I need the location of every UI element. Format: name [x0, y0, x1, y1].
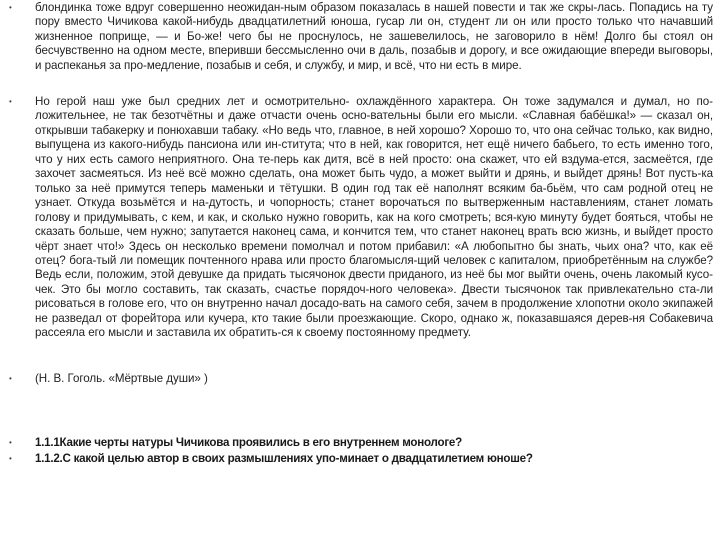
paragraph-text: блондинка тоже вдруг совершенно неожидан-ным образом показалась в нашей повести и так же скры-лась. Попадись на ту пору вместо Чичикова какой-нибудь двадцатилетний юноша, гусар ли он, студент ли он или просто только что начавший жизненное поприще, — и Бо-же! чего бы не проснулось, не зашевелилось, не заговорило в нём! Долго бы стоял он бесчувственно на одном месте, вперивши бессмысленно очи в даль, позабыв и дорогу, и все ожидающие впереди выговоры, и распеканья за про-медление, позабыв и себя, и службу, и мир, и всё, что ни есть в мире.: [35, 1, 713, 72]
bullet: •: [9, 438, 12, 447]
list-item: [9, 452, 713, 466]
question-text: 1.1.2.С какой целью автор в своих размышлениях упо-минает о двадцатилетием юноше?: [35, 452, 533, 465]
question-text: 1.1.1Какие черты натуры Чичикова проявились в его внутреннем монологе?: [35, 436, 462, 449]
bullet: •: [9, 454, 12, 463]
bullet: •: [9, 3, 12, 12]
list-item: [9, 1, 713, 73]
list-item: [9, 95, 713, 341]
list-item: [9, 372, 713, 386]
source-citation: (Н. В. Гоголь. «Мёртвые души» ): [35, 372, 208, 385]
list-item: [9, 436, 713, 450]
bullet: •: [9, 374, 12, 383]
paragraph-text: Но герой наш уже был средних лет и осмотрительно- охлаждённого характера. Он тоже задумался и думал, но по- ложительнее, не так безотчётны и даже отчасти очень осно-вательны были его мысли. «Славная бабёшка!» — сказал он, открывши табакерку и понюхавши табаку. «Но ведь что, главное, в ней хорошо? Хорошо то, что она сейчас только, как видно, выпущена из какого-нибудь пансиона или ин-ститута; что в ней, как говорится, нет ещё ничего бабьего, то есть именно того, что у них есть самого неприятного. Она те-перь как дитя, всё в ней просто: она скажет, что ей вздума-ется, засмеётся, где захочет засмеяться. Из неё всё можно сделать, она может быть чудо, а может выйти и дрянь, и выйдет дрянь! Вот пусть-ка только за неё примутся теперь маменьки и тётушки. В один год так её наполнят всяким ба-бьём, что сам родной отец не узнает. Откуда возьмётся и на-дутость, и чопорность; станет ворочаться по вытверженным наставлениям, станет ломать голову и придумывать, с кем, и как, и сколько нужно говорить, как на кого смотреть; вся-кую минуту будет бояться, чтобы не сказать больше, чем нужно; запутается наконец сама, и кончится тем, что станет наконец врать всю жизнь, и выйдет просто чёрт знает что!» Здесь он несколько времени помолчал и потом прибавил: «А любопытно бы знать, чьих она? что, как её отец? бога-тый ли помещик почтенного нрава или просто благомысля-щий человек с капиталом, приобретённым на службе? Ведь если, положим, этой девушке да придать тысячонок двести приданого, из неё бы мог выйти очень, очень лакомый кусо-чек. Это бы могло составить, так сказать, счастье порядоч-ного человека». Двести тысячонок так привлекательно ста-ли рисоваться в голове его, что он внутренно начал досадо-вать на самого себя, зачем в продолжение хлопотни около экипажей не разведал от форейтора или кучера, кто такие были проезжающие. Скоро, однако ж, показавшаяся дерев-ня Собакевича рассеяла его мысли и заставила их обратить-ся к своему постоянному предмету.: [35, 95, 713, 340]
bullet: •: [9, 97, 12, 106]
